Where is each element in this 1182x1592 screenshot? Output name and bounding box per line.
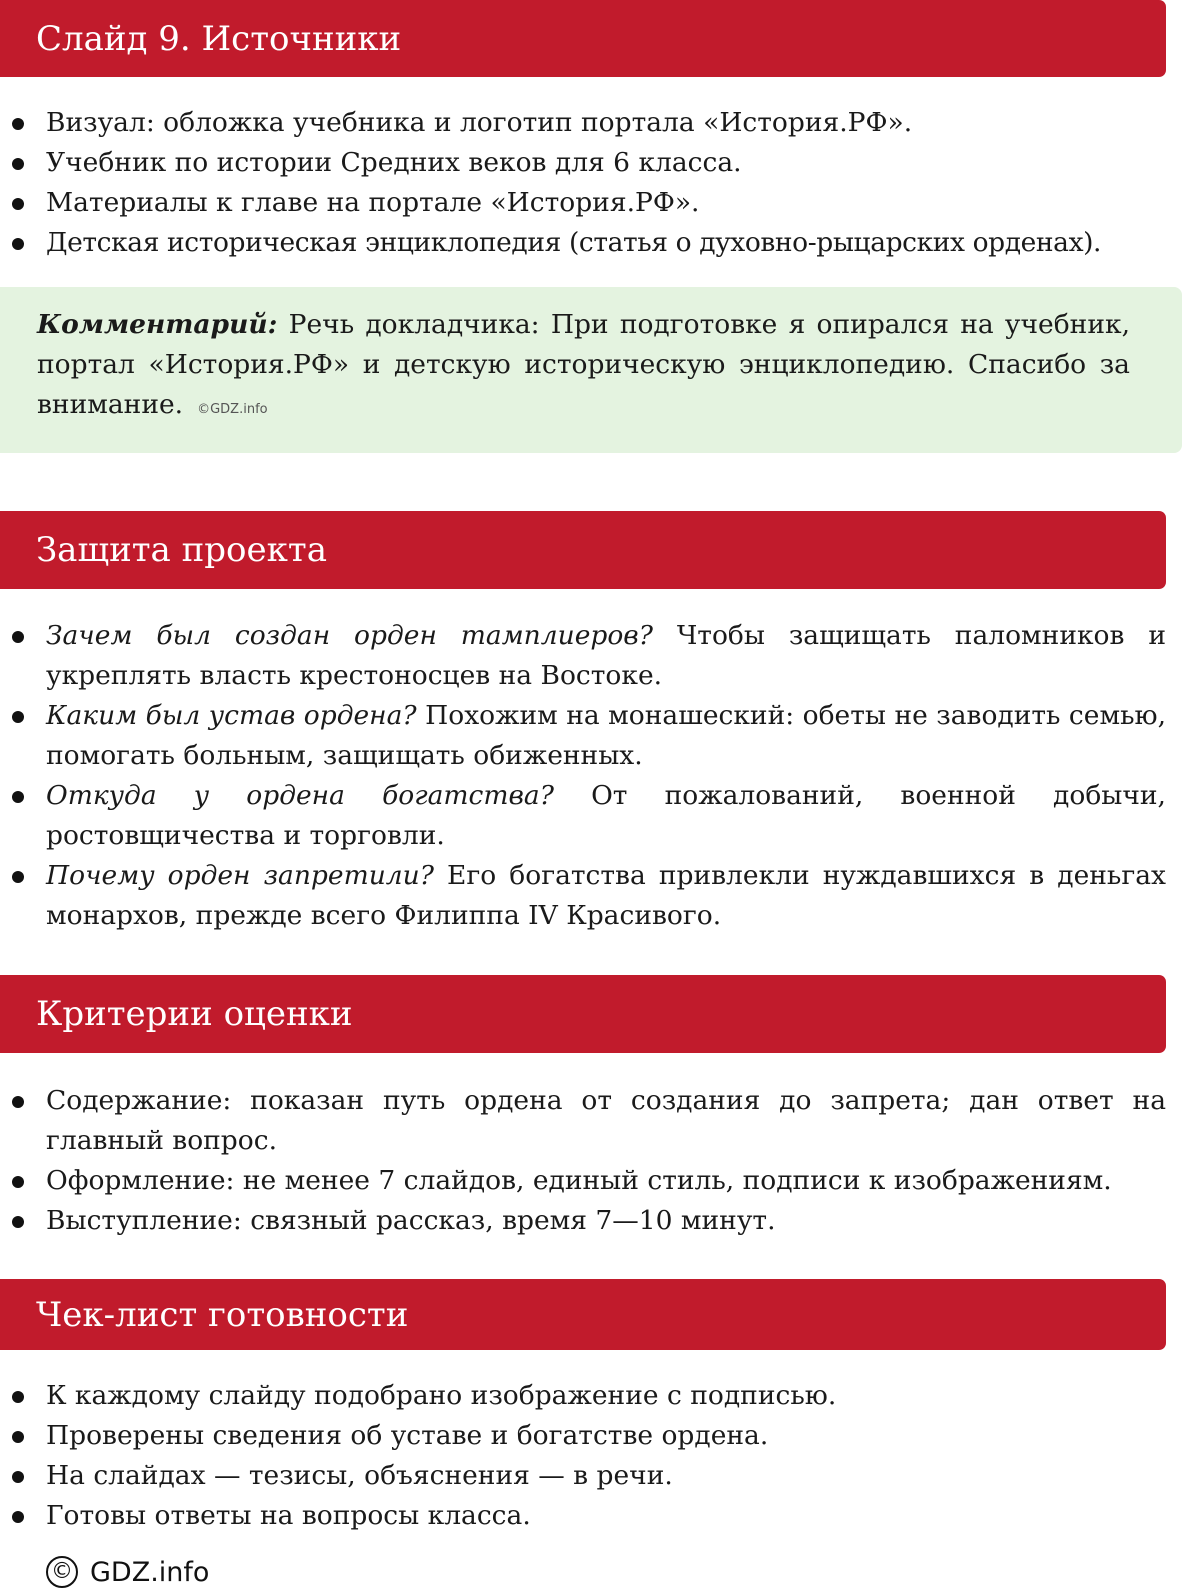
- bullet-icon: [12, 1511, 24, 1523]
- question-text: Каким был устав ордена?: [46, 700, 417, 731]
- list-item: [0, 1496, 1166, 1536]
- list-item-text: Готовы ответы на вопросы класса.: [46, 1500, 531, 1531]
- list-item: [0, 1201, 1166, 1241]
- list-item: [0, 856, 1166, 936]
- bullet-icon: [12, 1096, 24, 1108]
- bullet-icon: [12, 791, 24, 803]
- question-text: Откуда у ордена богатства?: [46, 780, 554, 811]
- bullet-icon: [12, 1471, 24, 1483]
- bullet-icon: [12, 711, 24, 723]
- bullet-icon: [12, 631, 24, 643]
- bullet-icon: [12, 1391, 24, 1403]
- comment-box: [0, 287, 1182, 453]
- list-item: [0, 1081, 1166, 1161]
- bullet-icon: [12, 118, 24, 130]
- section-header-checklist: [0, 1279, 1166, 1350]
- copyright-stamp: ©GDZ.info: [197, 402, 268, 417]
- comment-text: Речь докладчика: При подготовке я опирался на учебник, портал «История.РФ» и детскую историческую энциклопедию. Спасибо за внимание.: [37, 309, 1130, 420]
- list-item-text: Выступление: связный рассказ, время 7—10 минут.: [46, 1205, 776, 1236]
- section-title: Критерии оценки: [36, 994, 353, 1034]
- list-item: [0, 1376, 1166, 1416]
- list-item-text: Материалы к главе на портале «История.РФ».: [46, 187, 700, 218]
- answer-text: Чтобы защищать паломников и укреплять власть крестоносцев на Востоке.: [46, 620, 1166, 691]
- list-item: [0, 143, 1166, 183]
- section-title: Чек-лист готовности: [36, 1294, 409, 1335]
- sources-list: [0, 103, 1166, 263]
- bullet-icon: [12, 238, 24, 250]
- question-text: Почему орден запретили?: [46, 860, 434, 891]
- section-header-defense: [0, 511, 1166, 589]
- bullet-icon: [12, 158, 24, 170]
- section-title: Слайд 9. Источники: [36, 18, 402, 59]
- copyright-icon: ©: [46, 1556, 78, 1588]
- list-item: [0, 1161, 1166, 1201]
- answer-text: От пожалований, военной добычи, ростовщичества и торговли.: [46, 780, 1166, 851]
- answer-text: Похожим на монашеский: обеты не заводить семью, помогать больным, защищать обиженных.: [46, 700, 1166, 771]
- bullet-icon: [12, 1216, 24, 1228]
- comment-label: Комментарий:: [37, 309, 278, 340]
- section-title: Защита проекта: [36, 530, 327, 570]
- footer-text: GDZ.info: [90, 1556, 210, 1588]
- list-item: [0, 616, 1166, 696]
- checklist-list: [0, 1376, 1166, 1536]
- list-item-text: На слайдах — тезисы, объяснения — в речи.: [46, 1460, 673, 1491]
- list-item-text: К каждому слайду подобрано изображение с подписью.: [46, 1380, 837, 1411]
- list-item: [0, 696, 1166, 776]
- list-item: [0, 183, 1166, 223]
- list-item: [0, 776, 1166, 856]
- list-item-text: Проверены сведения об уставе и богатстве ордена.: [46, 1420, 769, 1451]
- bullet-icon: [12, 1176, 24, 1188]
- list-item: [0, 1416, 1166, 1456]
- list-item-text: Содержание: показан путь ордена от создания до запрета; дан ответ на главный вопрос.: [46, 1085, 1166, 1156]
- list-item-text: Оформление: не менее 7 слайдов, единый стиль, подписи к изображениям.: [46, 1165, 1112, 1196]
- criteria-list: [0, 1081, 1166, 1241]
- list-item-text: Визуал: обложка учебника и логотип портала «История.РФ».: [46, 107, 913, 138]
- question-text: Зачем был создан орден тамплиеров?: [46, 620, 653, 651]
- answer-text: Его богатства привлекли нуждавшихся в деньгах монархов, прежде всего Филиппа IV Красивого.: [46, 860, 1166, 931]
- list-item-text: Учебник по истории Средних веков для 6 класса.: [46, 147, 742, 178]
- list-item: [0, 103, 1166, 143]
- list-item: [0, 1456, 1166, 1496]
- list-item-text: Детская историческая энциклопедия (статья о духовно-рыцарских орденах).: [46, 227, 1102, 258]
- bullet-icon: [12, 1431, 24, 1443]
- list-item: [0, 223, 1166, 263]
- bullet-icon: [12, 871, 24, 883]
- bullet-icon: [12, 198, 24, 210]
- section-header-sources: [0, 0, 1166, 77]
- section-header-criteria: [0, 975, 1166, 1053]
- footer-watermark: [46, 1552, 209, 1592]
- defense-list: [0, 616, 1166, 936]
